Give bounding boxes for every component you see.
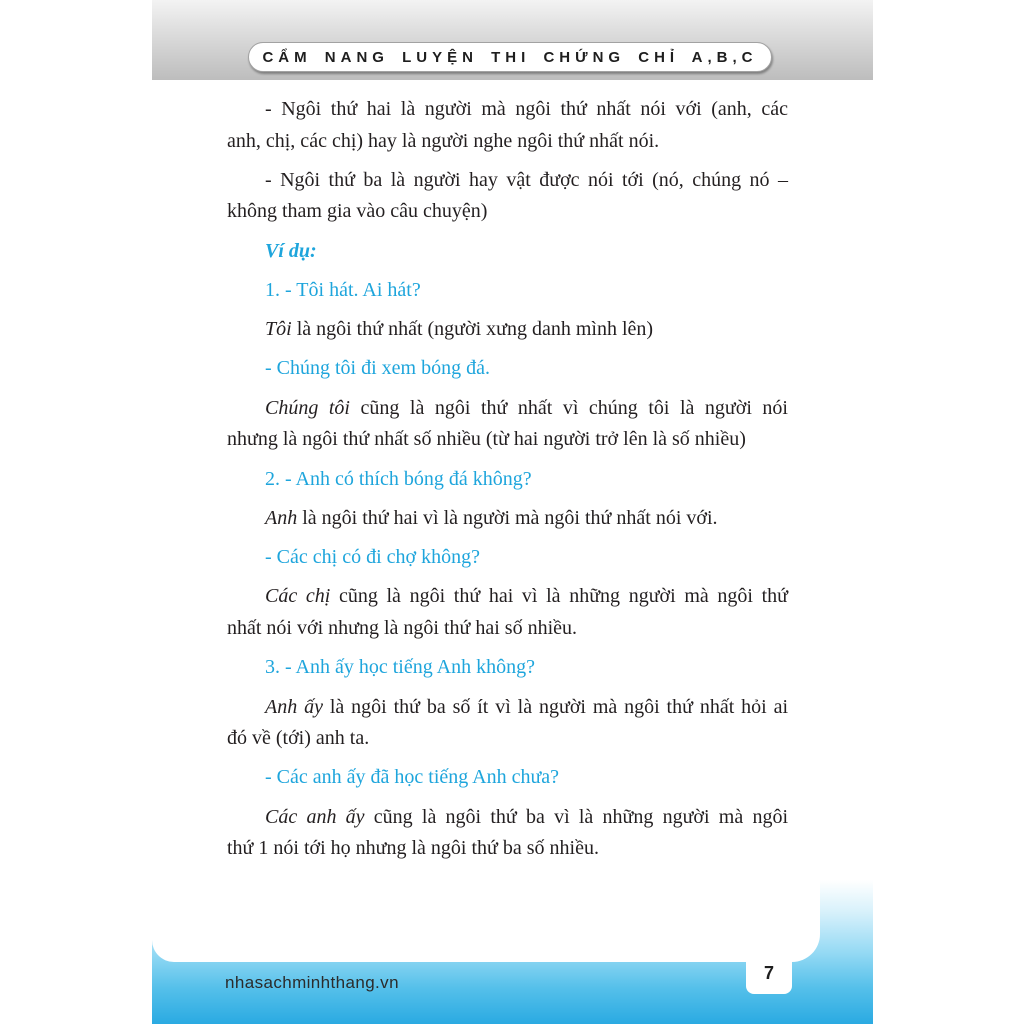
examples-heading: Ví dụ: xyxy=(265,239,317,262)
examples-heading-block xyxy=(227,236,788,268)
example-term: Các chị xyxy=(265,585,331,608)
text-line: - Ngôi thứ ba là người hay vật được nói tới (nó, chúng nó – xyxy=(265,168,788,191)
text-line: - Ngôi thứ hai là người mà ngôi thứ nhất nói với (anh, các xyxy=(265,98,788,120)
explanation-text: cũng là ngôi thứ hai vì là những người mà ngôi thứ xyxy=(330,585,789,608)
example-sentence: - Các chị có đi chợ không? xyxy=(265,546,480,569)
explanation-text: là ngôi thứ nhất (người xưng danh mình lên) xyxy=(291,318,654,341)
example-sentence: 3. - Anh ấy học tiếng Anh không? xyxy=(265,656,535,679)
explanation-text: là ngôi thứ ba số ít vì là người mà ngôi thứ nhất hỏi ai xyxy=(322,695,788,718)
explanation-text: cũng là ngôi thứ nhất vì chúng tôi là người nói xyxy=(349,396,788,419)
example-term: Chúng tôi xyxy=(265,396,350,419)
text-line: không tham gia vào câu chuyện) xyxy=(227,200,488,223)
example-sentence-block xyxy=(227,353,788,385)
running-header-title: CẨM NANG LUYỆN THI CHỨNG CHỈ A,B,C xyxy=(262,49,758,66)
example-explanation xyxy=(227,802,788,865)
text-line xyxy=(227,802,788,834)
example-sentence: - Chúng tôi đi xem bóng đá. xyxy=(265,357,490,380)
example-explanation xyxy=(227,692,788,755)
example-sentence-block xyxy=(227,275,788,307)
example-term: Tôi xyxy=(265,318,292,341)
header-band xyxy=(152,0,873,80)
text-line xyxy=(227,692,788,724)
example-explanation xyxy=(227,393,788,456)
text-line: đó về (tới) anh ta. xyxy=(227,727,370,750)
example-sentence-block xyxy=(227,464,788,496)
publisher-website: nhasachminhthang.vn xyxy=(225,973,399,992)
text-line: anh, chị, các chị) hay là người nghe ngôi thứ nhất nói. xyxy=(227,129,660,152)
example-term: Anh xyxy=(265,506,298,529)
example-sentence-block xyxy=(227,762,788,794)
page-number: 7 xyxy=(746,954,792,994)
example-sentence: 1. - Tôi hát. Ai hát? xyxy=(265,278,421,301)
example-sentence-block xyxy=(227,652,788,684)
text-line: thứ 1 nói tới họ nhưng là ngôi thứ ba số nhiều. xyxy=(227,837,599,860)
example-sentence-block xyxy=(227,542,788,574)
example-explanation xyxy=(227,503,788,535)
footer-page-edge xyxy=(152,870,820,962)
paragraph-second-person xyxy=(227,94,788,157)
example-explanation xyxy=(227,581,788,644)
example-term: Anh ấy xyxy=(265,695,323,718)
page-body xyxy=(227,94,788,872)
example-sentence: - Các anh ấy đã học tiếng Anh chưa? xyxy=(265,766,560,789)
paragraph-third-person xyxy=(227,165,788,228)
example-sentence: 2. - Anh có thích bóng đá không? xyxy=(265,467,532,490)
explanation-text: cũng là ngôi thứ ba vì là những người mà ngôi xyxy=(364,805,789,828)
text-line: nhất nói với nhưng là ngôi thứ hai số nhiều. xyxy=(227,616,577,639)
text-line xyxy=(227,314,788,346)
text-line xyxy=(227,581,788,613)
example-explanation xyxy=(227,314,788,346)
explanation-text: là ngôi thứ hai vì là người mà ngôi thứ nhất nói với. xyxy=(297,506,718,529)
text-line xyxy=(227,393,788,425)
example-term: Các anh ấy xyxy=(265,805,365,828)
text-line xyxy=(227,503,788,535)
text-line: nhưng là ngôi thứ nhất số nhiều (từ hai người trở lên là số nhiều) xyxy=(227,428,746,451)
running-header xyxy=(248,42,772,72)
